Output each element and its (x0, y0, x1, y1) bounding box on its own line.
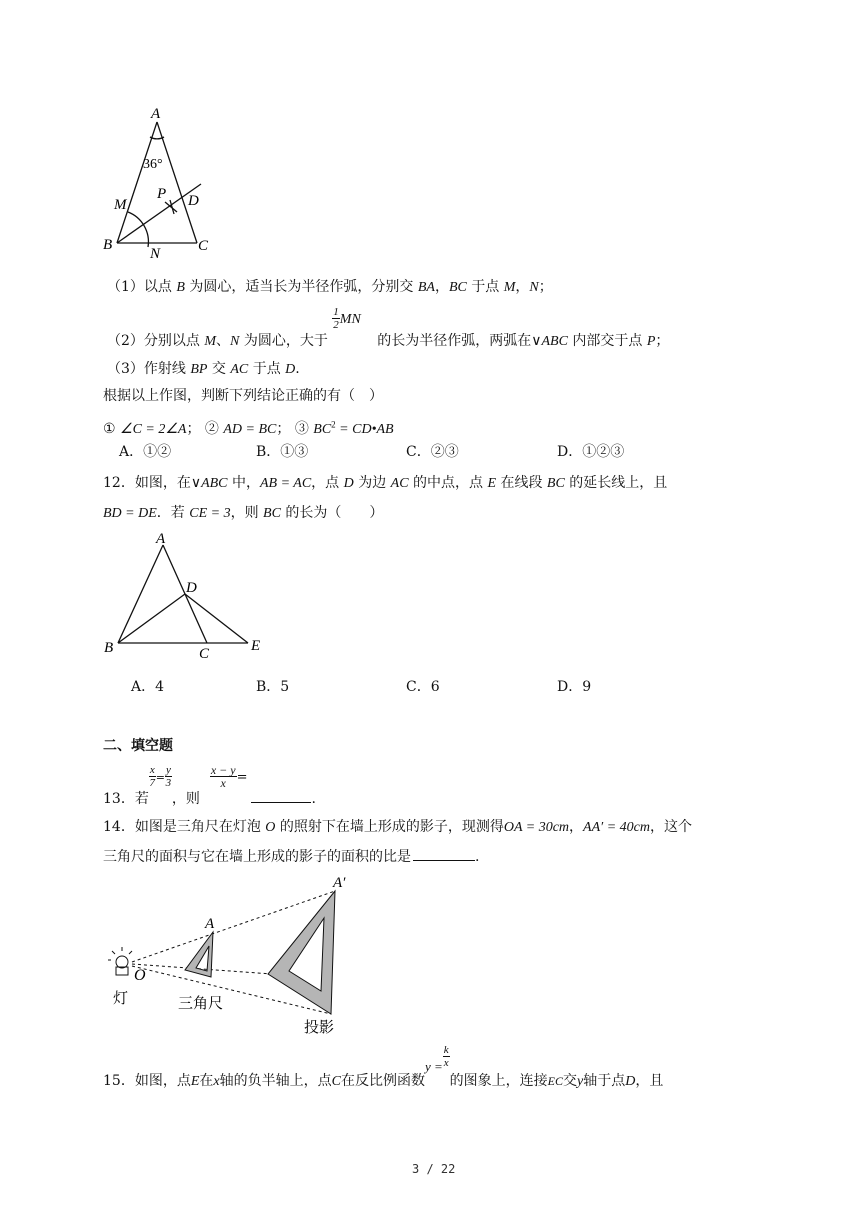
fig1-label-B: B (103, 237, 113, 253)
q11-step2: （2）分别以点 M、N 为圆心，大于 $\frac{1}{2}$ MN 的长为半径作弧，两弧在∨ABC 内部交于点 P； (107, 306, 670, 349)
q15-fraction-kx: $\frac{k}{x}$ (443, 1044, 449, 1069)
q14-line1: 14．如图是三角尺在灯泡 O 的照射下在墙上形成的影子，现测得OA = 30cm，AA′ = 40cm，这个 (103, 819, 692, 835)
q11-step3: （3）作射线 BP 交 AC 于点 D. (107, 361, 300, 377)
q11-option-b[interactable]: B．①③ (256, 444, 309, 460)
q11-option-c[interactable]: C．②③ (406, 444, 459, 460)
fig1-label-C: C (198, 238, 209, 254)
lamp-icon (108, 947, 132, 975)
figure-lamp-ruler-shadow (100, 870, 360, 1040)
q12-line2: BD = DE．若 CE = 3，则 BC 的长为（ ） (103, 505, 384, 521)
fig2-label-A: A (156, 531, 166, 547)
q13-fraction-x7: $\frac{x}{7}$ (149, 764, 156, 789)
q11-stem: 根据以上作图，判断下列结论正确的有（ ） (103, 388, 383, 404)
fig1-label-A: A (151, 106, 161, 122)
fig1-label-M: M (114, 197, 127, 213)
fig1-label-angle: 36° (143, 157, 163, 172)
q12-option-b[interactable]: B．5 (256, 679, 290, 695)
fig3-label-A2: A′ (333, 875, 346, 891)
half-fraction: $\frac{1}{2}$ (333, 306, 339, 331)
q13-answer-blank[interactable] (251, 802, 311, 803)
fig2-label-D: D (186, 580, 197, 596)
fig3-label-lamp: 灯 (113, 991, 129, 1007)
q14-line2: 三角尺的面积与它在墙上形成的影子的面积的比是 . (103, 849, 480, 865)
fig2-label-C: C (199, 646, 210, 662)
fig2-label-B: B (104, 640, 114, 656)
q11-option-d[interactable]: D．①②③ (557, 444, 625, 460)
figure-angle-bisector-triangle (100, 100, 220, 265)
q13-fraction-y3: $\frac{y}{3}$ (165, 764, 172, 789)
fig1-label-N: N (150, 246, 161, 262)
q15-line1: 15．如图，点E在x轴的负半轴上，点C在反比例函数y = $\frac{k}{x}$ 的图象上，连接EC交y轴于点D，且 (103, 1044, 664, 1089)
q13: 13．若 $\frac{x}{7}$ = $\frac{y}{3}$ ，则 $\frac{x - y}{x}$ =. (103, 763, 316, 807)
q12-option-c[interactable]: C．6 (406, 679, 440, 695)
q11-option-a[interactable]: A．①② (119, 444, 172, 460)
section-title: 二、填空题 (103, 738, 173, 754)
q14-answer-blank[interactable] (413, 860, 475, 861)
q11-step1: （1）以点 B 为圆心，适当长为半径作弧，分别交 BA，BC 于点 M，N； (107, 279, 553, 295)
fig1-label-D: D (188, 193, 199, 209)
fig3-label-shadow: 投影 (304, 1020, 335, 1036)
fig2-label-E: E (251, 638, 261, 654)
q12-option-d[interactable]: D．9 (557, 679, 592, 695)
small-ruler-shape (185, 932, 213, 977)
fig1-label-P: P (157, 186, 167, 202)
page-number: 3 / 22 (412, 1162, 456, 1176)
fig3-label-A: A (205, 916, 215, 932)
fig3-label-O: O (134, 967, 146, 984)
q11-conclusions: ① ∠C = 2∠A； ② AD = BC； ③ $BC^2$ = CD•AB (103, 419, 394, 437)
q12-option-a[interactable]: A．4 (131, 679, 165, 695)
figure-isosceles-triangle-extension (100, 528, 270, 663)
q12-line1: 12．如图，在∨ABC 中，AB = AC，点 D 为边 AC 的中点，点 E 在线段 BC 的延长线上，且 (103, 475, 668, 491)
q13-fraction-xy: $\frac{x - y}{x}$ (210, 763, 236, 790)
shadow-ruler-shape (268, 891, 335, 1014)
fig3-label-ruler: 三角尺 (178, 996, 224, 1012)
